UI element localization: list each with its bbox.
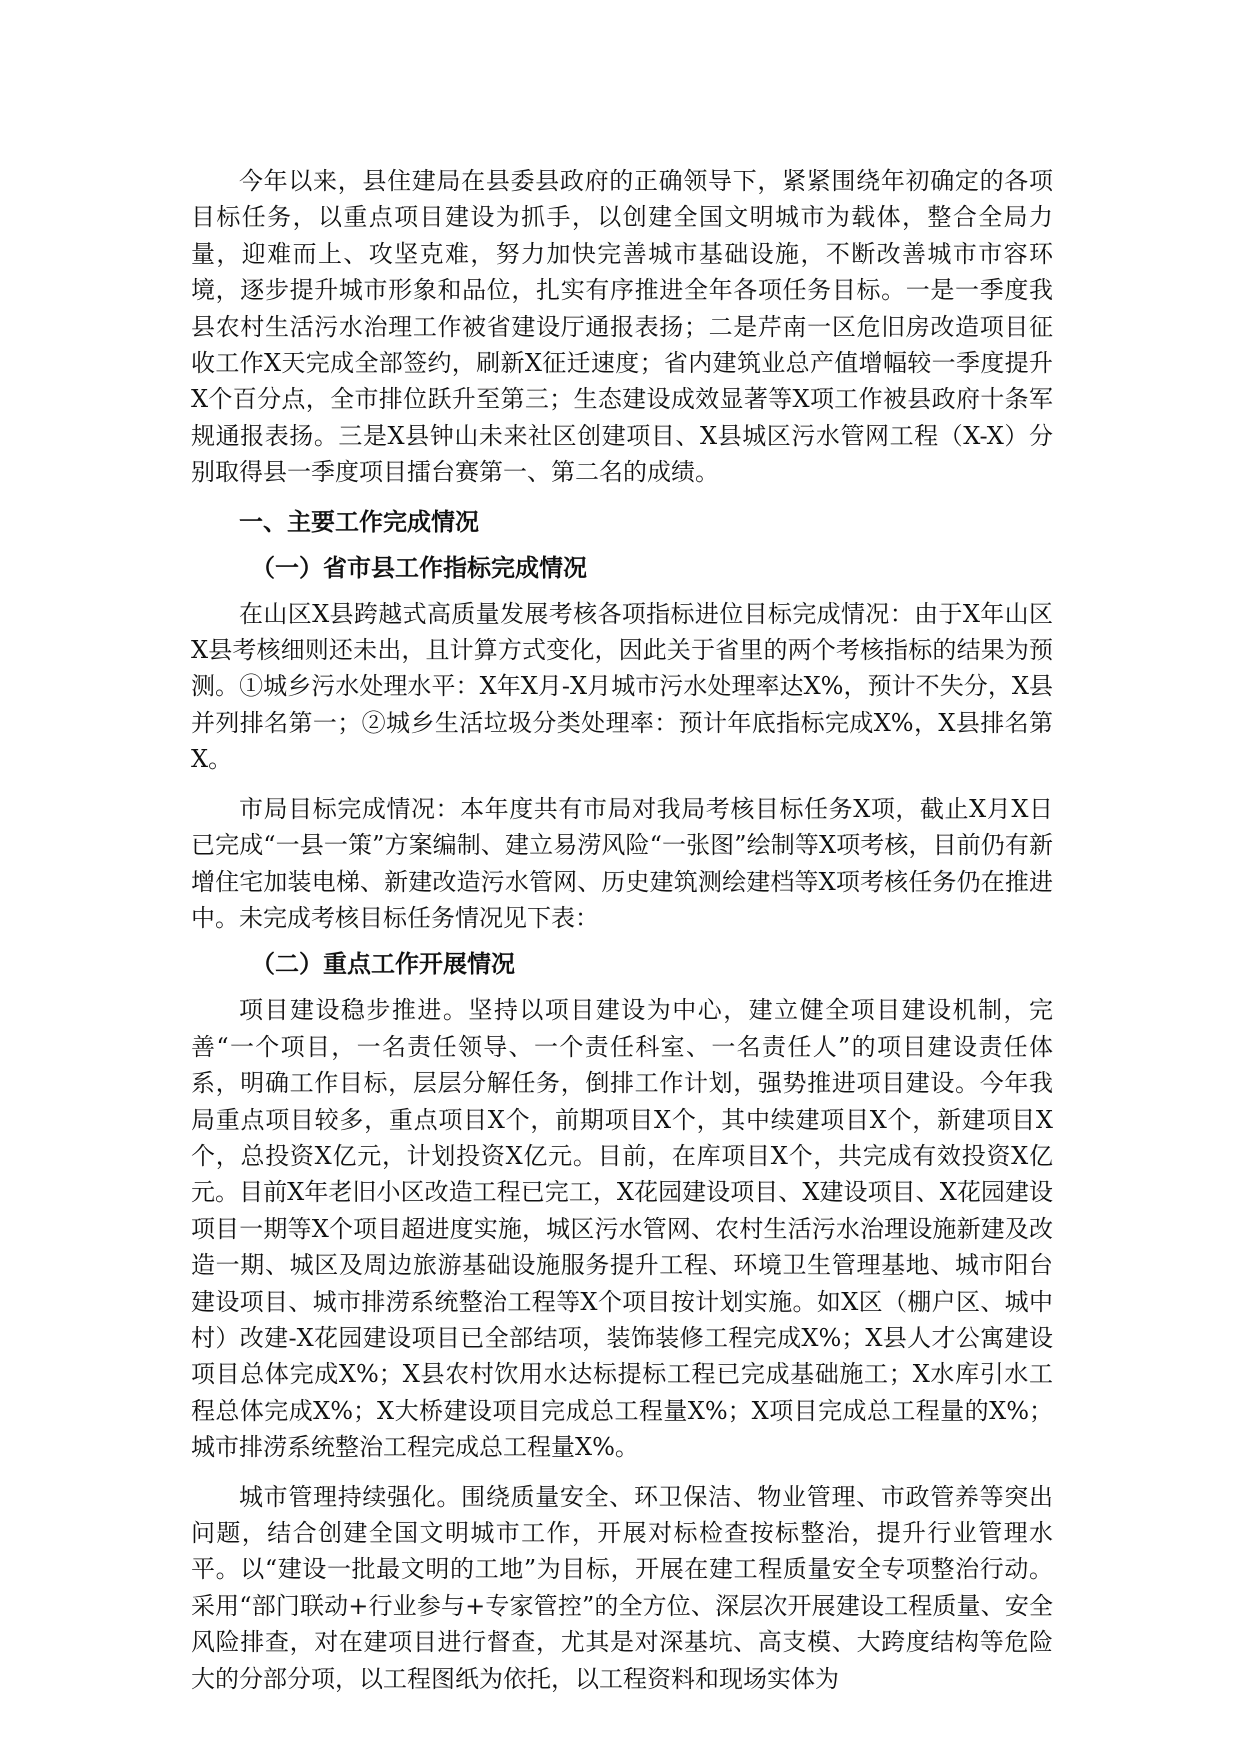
- spacer: [191, 491, 1053, 504]
- subsection-heading-key-work: （二）重点工作开展情况: [251, 950, 515, 979]
- paragraph-project-construction: 项目建设稳步推进。坚持以项目建设为中心，建立健全项目建设机制，完善“一个项目，一名责任领导、一个责任科室、一名责任人”的项目建设责任体系，明确工作目标，层层分解任务，倒排工作计划，强势推进项目建设。今年我局重点项目较多，重点项目X个，前期项目X个，其中续建项目X个，新建项目X个，总投资X亿元，计划投资X亿元。目前，在库项目X个，共完成有效投资X亿元。目前X年老旧小区改造工程已完工，X花园建设项目、X建设项目、X花园建设项目一期等X个项目超进度实施，城区污水管网、农村生活污水治理设施新建及改造一期、城区及周边旅游基础设施服务提升工程、环境卫生管理基地、城市阳台建设项目、城市排涝系统整治工程等X个项目按计划实施。如X区（棚户区、城中村）改建-X花园建设项目已全部结项，装饰装修工程完成X%；X县人才公寓建设项目总体完成X%；X县农村饮用水达标提标工程已完成基础施工；X水库引水工程总体完成X%；X大桥建设项目完成总工程量X%；X项目完成总工程量的X%；城市排涝系统整治工程完成总工程量X%。: [191, 996, 1053, 1462]
- paragraph-mountain-county-assessment: 在山区X县跨越式高质量发展考核各项指标进位目标完成情况：由于X年山区X县考核细则还未出，且计算方式变化，因此关于省里的两个考核指标的结果为预测。①城乡污水处理水平：X年X月-X月城市污水处理率达X%，预计不失分，X县并列排名第一；②城乡生活垃圾分类处理率：预计年底指标完成X%，X县排名第X。: [191, 599, 1053, 774]
- spacer: [191, 936, 1053, 946]
- spacer: [191, 1466, 1053, 1479]
- spacer: [191, 540, 1053, 550]
- spacer: [191, 586, 1053, 596]
- document-body: [191, 163, 1053, 1697]
- intro-paragraph: 今年以来，县住建局在县委县政府的正确领导下，紧紧围绕年初确定的各项目标任务，以重点项目建设为抓手，以创建全国文明城市为载体，整合全局力量，迎难而上、攻坚克难，努力加快完善城市基础设施，不断改善城市市容环境，逐步提升城市形象和品位，扎实有序推进全年各项任务目标。一是一季度我县农村生活污水治理工作被省建设厅通报表扬；二是芹南一区危旧房改造项目征收工作X天完成全部签约，刷新X征迁速度；省内建筑业总产值增幅较一季度提升X个百分点，全市排位跃升至第三；生态建设成效显著等X项工作被县政府十条军规通报表扬。三是X县钟山未来社区创建项目、X县城区污水管网工程（X-X）分别取得县一季度项目擂台赛第一、第二名的成绩。: [191, 167, 1053, 487]
- spacer: [191, 982, 1053, 992]
- paragraph-city-bureau-targets: 市局目标完成情况：本年度共有市局对我局考核目标任务X项，截止X月X日已完成“一县一策”方案编制、建立易涝风险“一张图”绘制等X项考核，目前仍有新增住宅加装电梯、新建改造污水管网、历史建筑测绘建档等X项考核任务仍在推进中。未完成考核目标任务情况见下表：: [191, 794, 1053, 932]
- paragraph-city-management: 城市管理持续强化。围绕质量安全、环卫保洁、物业管理、市政管养等突出问题，结合创建全国文明城市工作，开展对标检查按标整治，提升行业管理水平。以“建设一批最文明的工地”为目标，开展在建工程质量安全专项整治行动。采用“部门联动+行业参与+专家管控”的全方位、深层次开展建设工程质量、安全风险排查，对在建项目进行督查，尤其是对深基坑、高支模、大跨度结构等危险大的分部分项，以工程图纸为依托，以工程资料和现场实体为: [191, 1482, 1053, 1693]
- subsection-heading-indicators: （一）省市县工作指标完成情况: [251, 553, 587, 582]
- section-heading-main-work: 一、主要工作完成情况: [239, 507, 479, 536]
- spacer: [191, 778, 1053, 791]
